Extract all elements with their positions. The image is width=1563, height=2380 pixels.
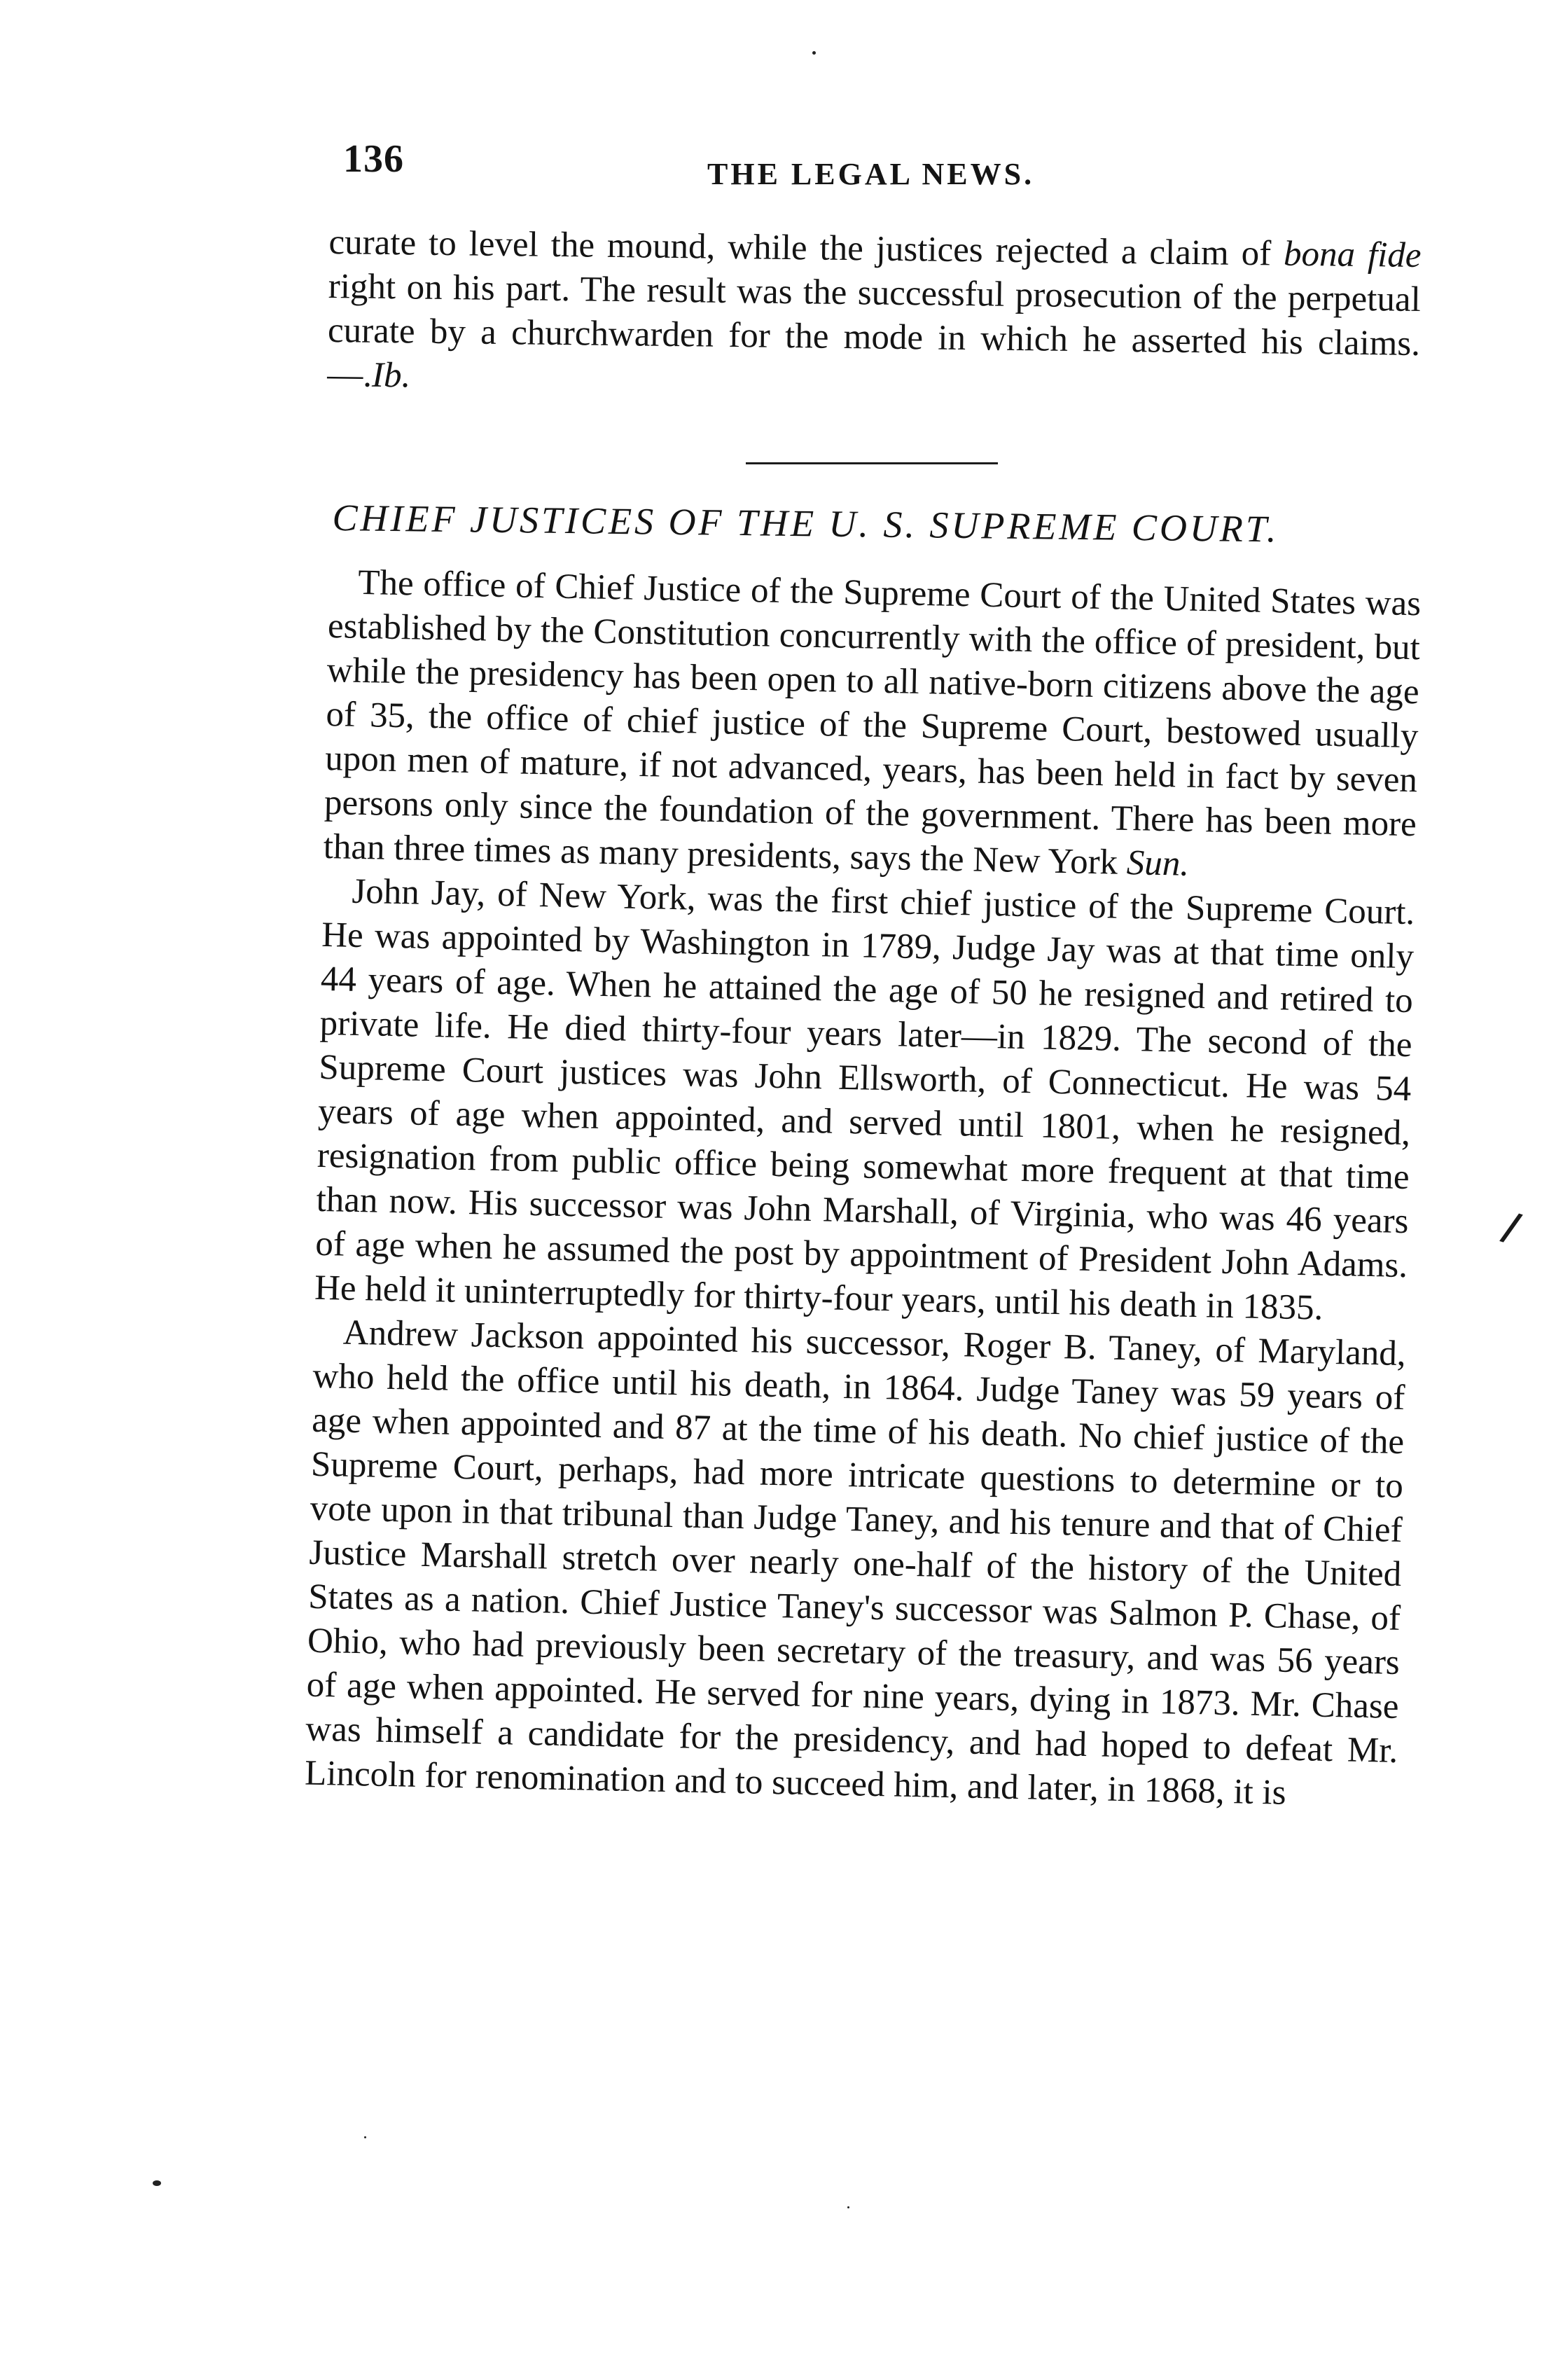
section-divider	[746, 462, 998, 464]
ink-speck	[812, 51, 816, 55]
page-number: 136	[343, 137, 404, 181]
paragraph-1	[323, 560, 1422, 891]
running-title: THE LEGAL NEWS.	[707, 157, 1035, 191]
ink-speck	[847, 2206, 849, 2208]
paragraph-2: John Jay, of New York, was the first chief justice of the Supreme Court. He was appointed by Washington in 1789, Judge Jay was at that time only 44 years of age. When he attained the age of 50 he resigned and retired to private life. He died thirty-four years later—in 1829. The second of the Supreme Court justices was John Ellsworth, of Connecticut. He was 54 years of age when appointed, and served until 1801, when he resigned, resignation from public office being somewhat more frequent at that time than now. His successor was John Marshall, of Virginia, who was 46 years of age when he assumed the post by appointment of President John Adams. He held it uninterruptedly for thirty-four years, until his death in 1835.	[314, 871, 1415, 1328]
article-body	[305, 560, 1422, 1818]
paragraph-1-source: Sun.	[1126, 843, 1190, 884]
intro-text: right on his part. The result was the successful prosecution of the perpetual curate by a churchwarden for the mode in which he asserted his claims.—.	[326, 266, 1422, 395]
intro-italic-phrase: bona fide	[1283, 234, 1422, 276]
margin-mark: /	[1497, 1203, 1525, 1252]
intro-source: Ib.	[371, 355, 411, 396]
intro-line-1: curate to level the mound, while the justices rejected a claim of	[328, 222, 1272, 274]
section-heading: CHIEF JUSTICES OF THE U. S. SUPREME COURT.	[332, 496, 1279, 551]
ink-speck	[364, 2136, 366, 2138]
paragraph-1-text: The office of Chief Justice of the Supreme Court of the United States was established by the Constitution concurrently with the office of president, but while the presidency has been open to all native-born citizens above the age of 35, the office of chief justice of the Supreme Court, bestowed usually upon men of mature, if not advanced, years, has been held in fact by seven persons only since the foundation of the government. There has been more than three times as many presidents, says the New York	[323, 562, 1422, 883]
paragraph-3: Andrew Jackson appointed his successor, Roger B. Taney, of Maryland, who held the office until his death, in 1864. Judge Taney was 59 years of age when appointed and 87 at the time of his death. No chief justice of the Supreme Court, perhaps, had more intricate questions to determine or to vote upon in that tribunal than Judge Taney, and his tenure and that of Chief Justice Marshall stretch over nearly one-half of the history of the United States as a nation. Chief Justice Taney's successor was Salmon P. Chase, of Ohio, who had previously been secretary of the treasury, and was 56 years of age when appointed. He served for nine years, dying in 1873. Mr. Chase was himself a candidate for the presidency, and had hoped to defeat Mr. Lincoln for renomination and to succeed him, and later, in 1868, it is	[304, 1313, 1407, 1813]
intro-paragraph	[327, 221, 1422, 410]
ink-speck	[153, 2180, 161, 2186]
page-header	[329, 137, 1422, 193]
